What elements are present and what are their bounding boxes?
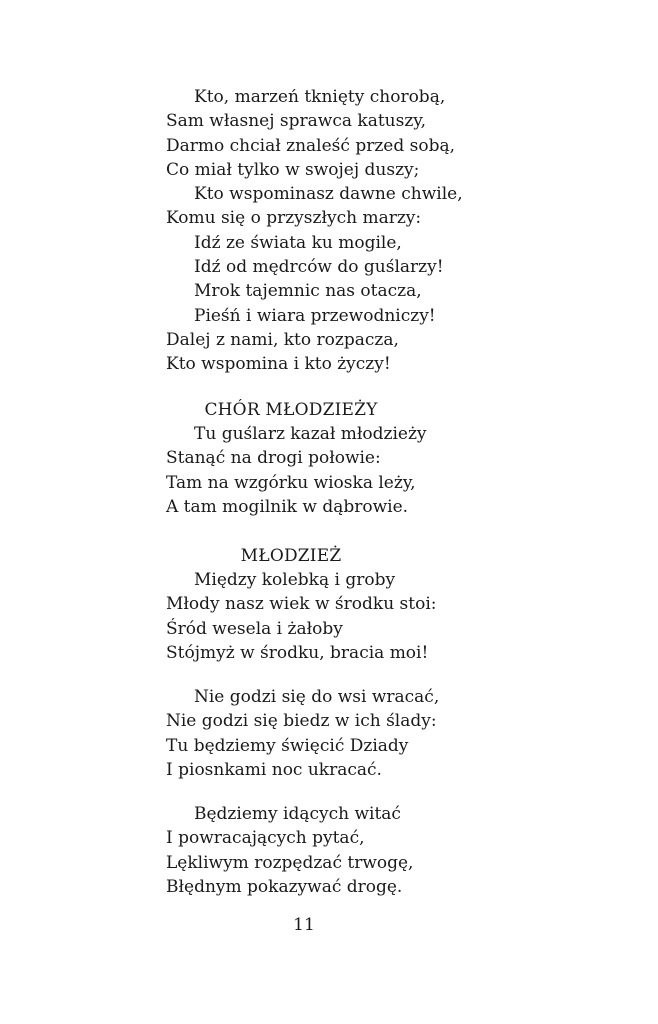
verse-line: Darmo chciał znaleść przed sobą, [166,135,456,156]
verse-line: Stanąć na drogi połowie: [166,448,381,469]
verse-line: I piosnkami noc ukracać. [166,759,382,780]
verse-line: Kto, marzeń tknięty chorobą, [194,87,446,107]
verse-line: Kto wspomina i kto życzy! [166,354,391,375]
verse-line: Idź od mędrców do guślarzy! [194,257,444,278]
verse-line: Pieśń i wiara przewodniczy! [194,305,436,326]
stanza-1 [166,85,626,377]
verse-line: Kto wspominasz dawne chwile, [194,184,463,205]
verse-line: Śród wesela i żałoby [166,618,343,639]
verse-line: A tam mogilnik w dąbrowie. [166,496,409,517]
page-number: 11 [293,915,315,935]
verse-line: Nie godzi się do wsi wracać, [194,687,440,707]
verse-line: Mrok tajemnic nas otacza, [194,281,422,302]
stanza-4 [166,685,626,782]
verse-line: Tu będziemy święcić Dziady [166,735,409,756]
stanza-5 [166,802,626,899]
stanza-3 [166,568,626,665]
verse-line: Między kolebką i groby [194,570,396,590]
verse-line: Idź ze świata ku mogile, [194,232,402,253]
verse-line: Sam własnej sprawca katuszy, [166,111,427,132]
verse-line: Będziemy idących witać [194,804,401,824]
verse-line: Co miał tylko w swojej duszy; [166,159,420,180]
verse-line: Nie godzi się biedz w ich ślady: [166,711,437,732]
verse-line: I powracających pytać, [166,828,365,849]
verse-line: Komu się o przyszłych marzy: [166,208,422,229]
verse-line: Tam na wzgórku wioska leży, [166,472,416,493]
verse-line: Błędnym pokazywać drogę. [166,876,403,897]
verse-line: Tu guślarz kazał młodzieży [194,424,427,444]
speaker-heading-mlodziez: MŁODZIEŻ [240,546,342,566]
verse-line: Stójmyż w środku, bracia moi! [166,642,429,663]
verse-line: Lękliwym rozpędzać trwogę, [166,852,414,873]
stanza-2 [166,422,626,519]
speaker-heading-chor: CHÓR MŁODZIEŻY [204,400,378,420]
verse-line: Młody nasz wiek w środku stoi: [166,594,437,615]
verse-line: Dalej z nami, kto rozpacza, [166,329,399,350]
